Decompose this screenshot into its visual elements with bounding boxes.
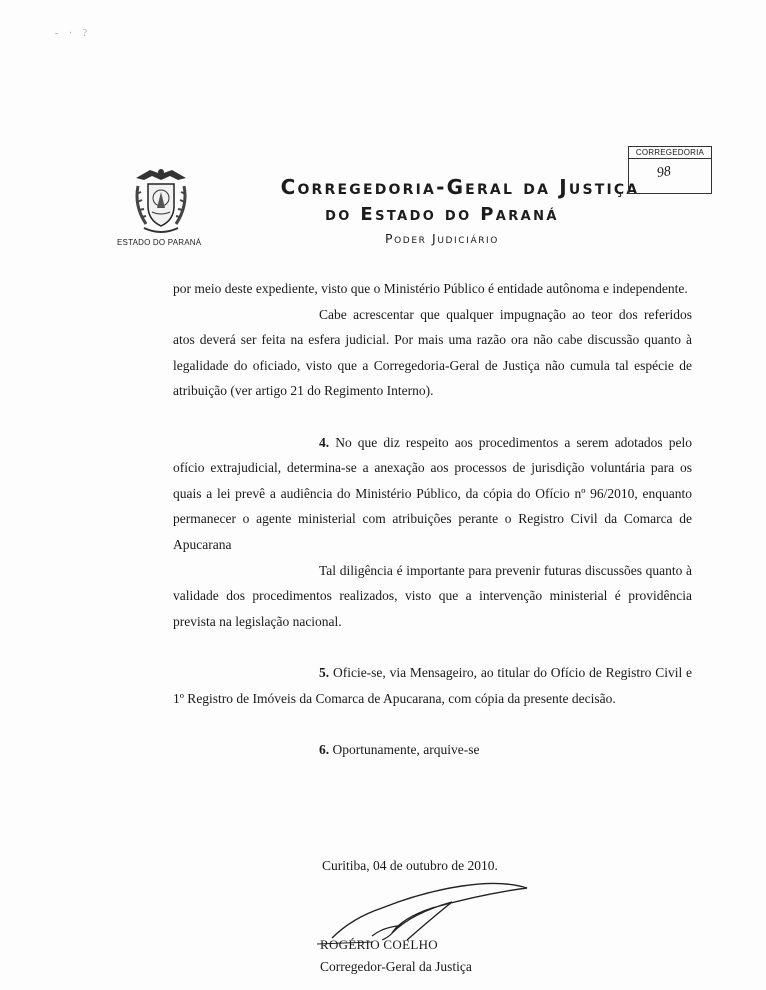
signer-name: ROGÉRIO COELHO (320, 937, 438, 952)
estado-label: ESTADO DO PARANÁ (117, 238, 202, 247)
stamp-label: CORREGEDORIA (629, 147, 711, 159)
paragraph: por meio deste expediente, visto que o Ministério Público é entidade autônoma e independente. (173, 281, 688, 296)
header-title: Corregedoria-Geral da Justiça (280, 175, 640, 199)
scan-artifact: - · ? (55, 28, 92, 39)
signer-title: Corregedor-Geral da Justiça (320, 959, 472, 974)
stamp-page-number: 98 (655, 164, 672, 181)
item-number: 5. (319, 664, 330, 680)
header-branch: Poder Judiciário (384, 231, 499, 246)
parana-coat-of-arms-icon (130, 164, 192, 236)
header-subtitle: do Estado do Paraná (325, 204, 559, 225)
numbered-paragraph (173, 660, 692, 711)
paragraph: Tal diligência é importante para prevenir futuras discussões quanto à validade dos procedimentos realizados, visto que a intervenção ministerial é providência prevista na legislação nacional. (173, 562, 692, 629)
item-number: 4. (319, 434, 330, 450)
numbered-paragraph (173, 430, 692, 558)
numbered-paragraph (173, 737, 692, 763)
item-number: 6. (319, 741, 330, 757)
item-text: Oportunamente, arquive-se (332, 741, 480, 757)
paragraph: Cabe acrescentar que qualquer impugnação ao teor dos referidos atos deverá ser feita na esfera judicial. Por mais uma razão ora não cabe discussão quanto à legalidade do oficiado, visto que a Corregedoria-Geral de Justiça não cumula tal espécie de atribuição (ver artigo 21 do Regimento Interno). (173, 306, 692, 399)
page-stamp (628, 146, 712, 194)
item-text: No que diz respeito aos procedimentos a serem adotados pelo ofício extrajudicial, determina-se a anexação aos processos de jurisdição voluntária para os quais a lei prevê a audiência do Ministério Público, da cópia do Ofício nº 96/2010, enquanto permanecer o agente ministerial com atribuições perante o Registro Civil da Comarca de Apucarana (173, 434, 692, 552)
item-text: Oficie-se, via Mensageiro, ao titular do Ofício de Registro Civil e 1º Registro de Imóveis da Comarca de Apucarana, com cópia da presente decisão. (173, 664, 693, 706)
document-body (173, 276, 692, 762)
place-date: Curitiba, 04 de outubro de 2010. (322, 858, 498, 873)
